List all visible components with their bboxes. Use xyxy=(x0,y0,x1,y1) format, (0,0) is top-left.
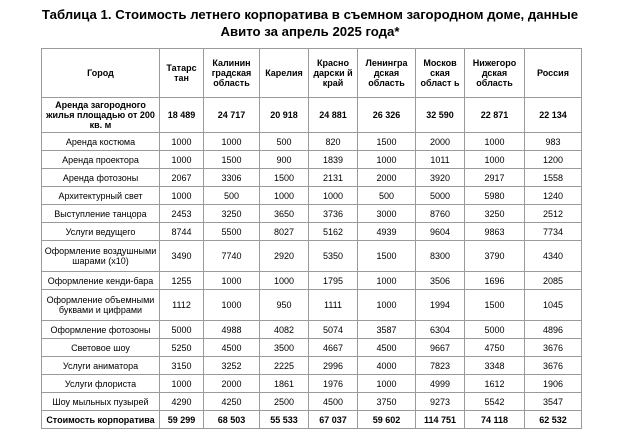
table-row xyxy=(42,411,582,429)
cell-value: 1045 xyxy=(525,290,582,321)
cell-value: 9863 xyxy=(465,223,525,241)
cell-value: 5162 xyxy=(309,223,358,241)
cell-value: 3490 xyxy=(160,241,204,272)
cell-value: 6304 xyxy=(416,321,465,339)
table-row xyxy=(42,223,582,241)
cell-value: 3676 xyxy=(525,339,582,357)
cell-value: 1000 xyxy=(260,272,309,290)
column-header-region: Калинин градская область xyxy=(204,49,260,98)
table-row xyxy=(42,151,582,169)
cell-value: 3348 xyxy=(465,357,525,375)
column-header-region: Москов ская област ь xyxy=(416,49,465,98)
cell-value: 4082 xyxy=(260,321,309,339)
cell-value: 983 xyxy=(525,133,582,151)
cell-value: 2917 xyxy=(465,169,525,187)
cell-value: 5000 xyxy=(416,187,465,205)
cell-value: 22 871 xyxy=(465,98,525,133)
cell-value: 5250 xyxy=(160,339,204,357)
cell-value: 1861 xyxy=(260,375,309,393)
cell-value: 1000 xyxy=(358,375,416,393)
cell-value: 1000 xyxy=(204,290,260,321)
cell-value: 18 489 xyxy=(160,98,204,133)
cell-value: 4988 xyxy=(204,321,260,339)
cell-value: 1500 xyxy=(204,151,260,169)
table-row xyxy=(42,98,582,133)
cell-value: 1500 xyxy=(358,133,416,151)
table-row xyxy=(42,357,582,375)
cell-value: 1500 xyxy=(260,169,309,187)
row-label: Оформление фотозоны xyxy=(42,321,160,339)
cell-value: 1000 xyxy=(204,272,260,290)
cell-value: 7740 xyxy=(204,241,260,272)
cell-value: 7734 xyxy=(525,223,582,241)
cell-value: 1795 xyxy=(309,272,358,290)
row-label: Архитектурный свет xyxy=(42,187,160,205)
cell-value: 32 590 xyxy=(416,98,465,133)
table-row xyxy=(42,290,582,321)
cell-value: 4500 xyxy=(309,393,358,411)
cell-value: 1111 xyxy=(309,290,358,321)
cell-value: 3500 xyxy=(260,339,309,357)
cell-value: 24 717 xyxy=(204,98,260,133)
cell-value: 950 xyxy=(260,290,309,321)
cell-value: 1200 xyxy=(525,151,582,169)
cell-value: 3506 xyxy=(416,272,465,290)
cell-value: 3000 xyxy=(358,205,416,223)
row-label: Аренда загородного жилья площадью от 200 кв. м xyxy=(42,98,160,133)
cell-value: 1558 xyxy=(525,169,582,187)
cell-value: 7823 xyxy=(416,357,465,375)
column-header-region: Россия xyxy=(525,49,582,98)
cell-value: 2000 xyxy=(416,133,465,151)
cell-value: 3676 xyxy=(525,357,582,375)
row-label: Шоу мыльных пузырей xyxy=(42,393,160,411)
cell-value: 1976 xyxy=(309,375,358,393)
cell-value: 2996 xyxy=(309,357,358,375)
cell-value: 20 918 xyxy=(260,98,309,133)
table-row xyxy=(42,133,582,151)
cell-value: 2500 xyxy=(260,393,309,411)
cell-value: 4750 xyxy=(465,339,525,357)
cell-value: 22 134 xyxy=(525,98,582,133)
cell-value: 3650 xyxy=(260,205,309,223)
cell-value: 4999 xyxy=(416,375,465,393)
cell-value: 26 326 xyxy=(358,98,416,133)
cell-value: 3252 xyxy=(204,357,260,375)
row-label: Стоимость корпоратива xyxy=(42,411,160,429)
cell-value: 3736 xyxy=(309,205,358,223)
table-body xyxy=(42,98,582,429)
cell-value: 1000 xyxy=(204,133,260,151)
table-row xyxy=(42,393,582,411)
cell-value: 2000 xyxy=(358,169,416,187)
cell-value: 1906 xyxy=(525,375,582,393)
cell-value: 3920 xyxy=(416,169,465,187)
cell-value: 5542 xyxy=(465,393,525,411)
cell-value: 1000 xyxy=(160,375,204,393)
cell-value: 1994 xyxy=(416,290,465,321)
column-header-region: Ленингра дская область xyxy=(358,49,416,98)
cell-value: 1000 xyxy=(358,290,416,321)
cell-value: 5980 xyxy=(465,187,525,205)
cell-value: 2000 xyxy=(204,375,260,393)
cell-value: 3250 xyxy=(204,205,260,223)
column-header-city: Город xyxy=(42,49,160,98)
cell-value: 59 602 xyxy=(358,411,416,429)
column-header-region: Красно дарски й край xyxy=(309,49,358,98)
cell-value: 1011 xyxy=(416,151,465,169)
cell-value: 1240 xyxy=(525,187,582,205)
cell-value: 1000 xyxy=(309,187,358,205)
cell-value: 820 xyxy=(309,133,358,151)
row-label: Выступление танцора xyxy=(42,205,160,223)
row-label: Аренда фотозоны xyxy=(42,169,160,187)
table-row xyxy=(42,169,582,187)
row-label: Аренда костюма xyxy=(42,133,160,151)
cell-value: 5074 xyxy=(309,321,358,339)
cell-value: 74 118 xyxy=(465,411,525,429)
cost-table xyxy=(41,48,582,429)
cell-value: 1000 xyxy=(260,187,309,205)
cell-value: 3547 xyxy=(525,393,582,411)
cell-value: 1000 xyxy=(465,151,525,169)
cell-value: 67 037 xyxy=(309,411,358,429)
table-row xyxy=(42,375,582,393)
row-label: Оформление воздушными шарами (x10) xyxy=(42,241,160,272)
cell-value: 1612 xyxy=(465,375,525,393)
table-row xyxy=(42,321,582,339)
table-title-line-1: Таблица 1. Стоимость летнего корпоратива в съемном загородном доме, данные xyxy=(41,7,579,22)
cell-value: 8300 xyxy=(416,241,465,272)
cell-value: 62 532 xyxy=(525,411,582,429)
cell-value: 4500 xyxy=(204,339,260,357)
cell-value: 2085 xyxy=(525,272,582,290)
cell-value: 5500 xyxy=(204,223,260,241)
cell-value: 1839 xyxy=(309,151,358,169)
cell-value: 4250 xyxy=(204,393,260,411)
cell-value: 2512 xyxy=(525,205,582,223)
cell-value: 9604 xyxy=(416,223,465,241)
cell-value: 4340 xyxy=(525,241,582,272)
cell-value: 5350 xyxy=(309,241,358,272)
cell-value: 5000 xyxy=(465,321,525,339)
cell-value: 68 503 xyxy=(204,411,260,429)
cell-value: 59 299 xyxy=(160,411,204,429)
cell-value: 5000 xyxy=(160,321,204,339)
cell-value: 4896 xyxy=(525,321,582,339)
row-label: Услуги флориста xyxy=(42,375,160,393)
cell-value: 3306 xyxy=(204,169,260,187)
cell-value: 9273 xyxy=(416,393,465,411)
cell-value: 24 881 xyxy=(309,98,358,133)
cell-value: 500 xyxy=(204,187,260,205)
cell-value: 3587 xyxy=(358,321,416,339)
cell-value: 4667 xyxy=(309,339,358,357)
cell-value: 1000 xyxy=(358,151,416,169)
header-row xyxy=(42,49,582,98)
cell-value: 1000 xyxy=(160,133,204,151)
column-header-region: Карелия xyxy=(260,49,309,98)
cell-value: 2920 xyxy=(260,241,309,272)
cell-value: 8027 xyxy=(260,223,309,241)
column-header-region: Татарс тан xyxy=(160,49,204,98)
cell-value: 55 533 xyxy=(260,411,309,429)
table-row xyxy=(42,205,582,223)
cell-value: 2225 xyxy=(260,357,309,375)
cell-value: 8744 xyxy=(160,223,204,241)
cell-value: 1255 xyxy=(160,272,204,290)
row-label: Оформление объемными буквами и цифрами xyxy=(42,290,160,321)
cell-value: 1112 xyxy=(160,290,204,321)
row-label: Аренда проектора xyxy=(42,151,160,169)
row-label: Услуги аниматора xyxy=(42,357,160,375)
cell-value: 500 xyxy=(358,187,416,205)
cell-value: 1000 xyxy=(465,133,525,151)
table-row xyxy=(42,272,582,290)
cell-value: 1500 xyxy=(465,290,525,321)
cell-value: 3790 xyxy=(465,241,525,272)
cell-value: 4500 xyxy=(358,339,416,357)
column-header-region: Нижегоро дская область xyxy=(465,49,525,98)
cell-value: 4000 xyxy=(358,357,416,375)
cell-value: 1000 xyxy=(358,272,416,290)
row-label: Услуги ведущего xyxy=(42,223,160,241)
row-label: Оформление кенди-бара xyxy=(42,272,160,290)
table-row xyxy=(42,339,582,357)
cell-value: 1696 xyxy=(465,272,525,290)
cell-value: 9667 xyxy=(416,339,465,357)
cell-value: 1000 xyxy=(160,187,204,205)
cell-value: 8760 xyxy=(416,205,465,223)
cell-value: 3250 xyxy=(465,205,525,223)
cell-value: 2131 xyxy=(309,169,358,187)
cell-value: 500 xyxy=(260,133,309,151)
table-title-line-2: Авито за апрель 2025 года* xyxy=(220,24,400,39)
cell-value: 2453 xyxy=(160,205,204,223)
cell-value: 900 xyxy=(260,151,309,169)
row-label: Световое шоу xyxy=(42,339,160,357)
cell-value: 4290 xyxy=(160,393,204,411)
table-row xyxy=(42,187,582,205)
cell-value: 1000 xyxy=(160,151,204,169)
cell-value: 4939 xyxy=(358,223,416,241)
cell-value: 2067 xyxy=(160,169,204,187)
cell-value: 114 751 xyxy=(416,411,465,429)
table-row xyxy=(42,241,582,272)
table-title xyxy=(0,6,620,40)
cell-value: 1500 xyxy=(358,241,416,272)
cell-value: 3150 xyxy=(160,357,204,375)
cell-value: 3750 xyxy=(358,393,416,411)
